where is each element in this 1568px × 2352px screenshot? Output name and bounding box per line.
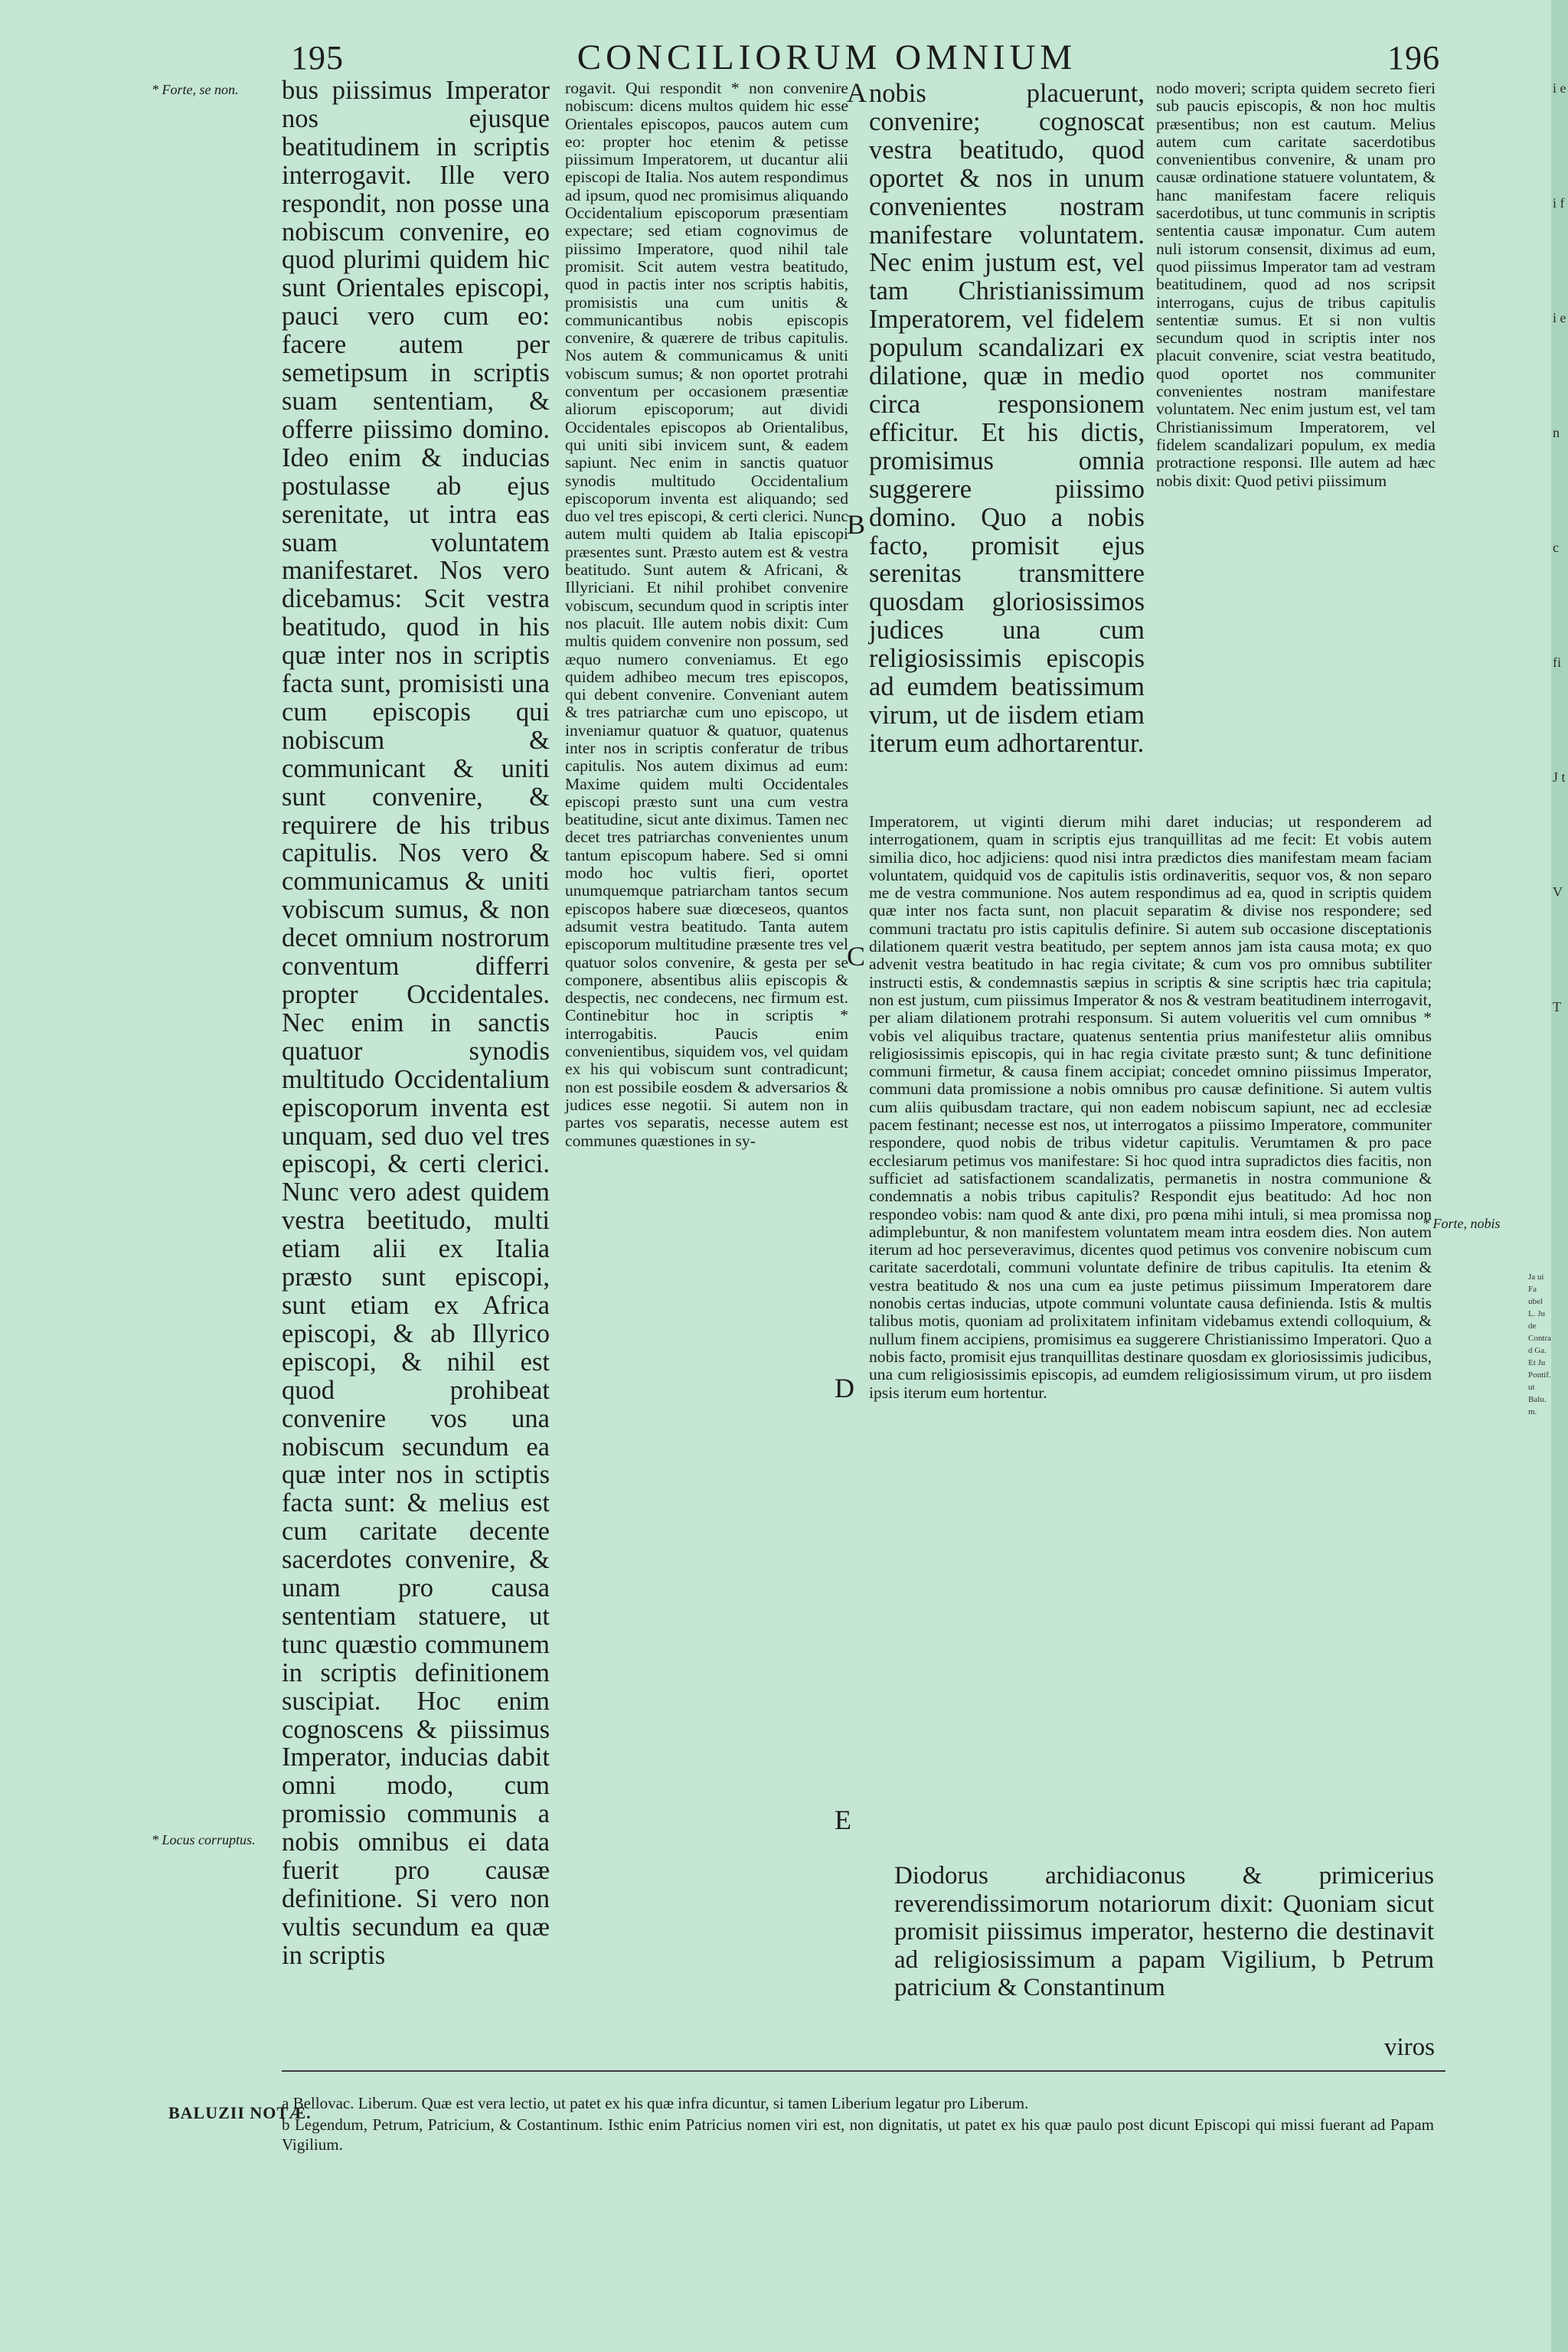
section-letter-d: D [835, 1373, 854, 1403]
margin-note-forte-nobis: * Forte, nobis [1423, 1216, 1501, 1231]
facing-page-edge [1551, 0, 1568, 2352]
page-number-left: 195 [291, 39, 344, 77]
catchword: viros [1384, 2034, 1435, 2061]
section-letter-c: C [847, 941, 866, 972]
footnote-b: b Legendum, Petrum, Patricium, & Costantinum. Isthic enim Patricius nomen viri est, non dignitatis, ut patet ex his quæ paulo post dicunt Episcopi qui missi fuerant ad Papam Vigilium. [282, 2115, 1434, 2154]
inner-margin-fragment: Ja ui Fa ubel L. Ju de Contra d Ga. Et Ju Pontif. ut Balu. m. [1528, 1272, 1551, 1416]
footnote-a: a Bellovac. Liberum. Quæ est vera lectio, ut patet ex his quæ infra dicuntur, si tamen Liberium legatur pro Liberum. [282, 2094, 1029, 2112]
footnote-rule [282, 2070, 1446, 2072]
column-greek-version-right: nobis placuerunt, convenire; cognoscat vestra beatitudo, quod oportet & nos in unum convenientes nostram manifestare voluntatem. Nec enim justum est, vel tam Christianissimum Imperatorem, vel fidelem populum scandalizari ex dilatione, quæ in medio circa responsionem efficitur. Et his dictis, promisimus omnia suggerere piissimo domino. Quo a nobis facto, promisit ejus serenitas transmittere quosdam gloriosissimos judices una cum religiosissimis episcopis ad eumdem beatissimum virum, ut de iisdem etiam iterum eum adhortarentur. [869, 79, 1145, 758]
margin-note-locus-corruptus: * Locus corruptus. [152, 1832, 256, 1847]
column-greek-version-left: bus piissimus Imperator nos ejusque beatitudinem in scriptis interrogavit. Ille vero respondit, non posse una nobiscum convenire, eo quod plurimi quidem hic sunt Orientales episcopi, pauci vero cum eo: facere autem per semetipsum in scriptis suam sententiam, & offerre piissimo domino. Ideo enim & inducias postulasse ab ejus serenitate, ut intra eas suam voluntatem manifestaret. Nos vero dicebamus: Scit vestra beatitudo, quod in his quæ inter nos in scriptis facta sunt, promisisti una cum episcopis qui nobiscum & communicant & uniti sunt convenire, & requirere de his tribus capitulis. Nos vero & communicamus & uniti vobiscum sumus, & non decet omnium nostrorum conventum differri propter Occidentales. Nec enim in sanctis quatuor synodis multitudo Occidentalium episcoporum inventa est unquam, sed duo vel tres episcopi, & certi clerici. Nunc vero adest quidem vestra beetitudo, multi etiam alii ex Italia præsto sunt episcopi, sunt etiam ex Africa episcopi, & ab Illyrico episcopi, & nihil est quod prohibeat convenire vos una nobiscum secundum ea quæ inter nos in sctiptis facta sunt: & melius est cum caritate decente sacerdotes convenire, & unam pro causa sententiam statuere, ut tunc quæstio communem in scriptis definitionem suscipiat. Hoc enim cognoscens & piissimus Imperator, inducias dabit omni modo, cum promissio communis a nobis omnibus ei data fuerit pro causæ definitione. Si vero non vultis secundum ea quæ in scriptis [282, 76, 550, 1970]
facing-page-fragment: i e i fi e n c fi J t V T [1553, 80, 1566, 1014]
running-title: CONCILIORUM OMNIUM [577, 38, 1077, 77]
notes-label: BALUZII NOTÆ. [168, 2103, 312, 2122]
page-number-right: 196 [1387, 39, 1440, 77]
column-latin-version-right: nodo moveri; scripta quidem secreto fieri sub paucis episcopis, & non hoc multis præsentibus; non est cautum. Melius autem cum caritate sacerdotibus convenientibus convenire, & unam pro causæ ordinatione statuere voluntatem, & hanc manifestam facere reliquis sacerdotibus, ut tunc communis in scriptis sententia causæ imponatur. Cum autem nuli istorum consensit, diximus ad eum, quod piissimus Imperator tam ad vestram beatitudinem, quod ad nos scripsit interrogans, cujus de tribus capitulis sententiæ sumus. Et si non vultis secundum quod in scriptis inter nos placuit convenire, sciat vestra beatitudo, quod oportet nos communiter convenientes nostram manifestare voluntatem. Nec enim justum est, vel tam Christianissimum Imperatorem, vel fidelem scandalizari populum, ex media protractione responsi. Ille autem ad hæc nobis dixit: Quod petivi piissimum [1156, 79, 1436, 490]
section-letter-b: B [847, 509, 866, 540]
margin-note-forte-se-non: * Forte, se non. [152, 82, 239, 97]
section-letter-a: A [847, 77, 867, 108]
paragraph-diodorus: Diodorus archidiaconus & primicerius reverendissimorum notariorum dixit: Quoniam sicut promisit piissimus imperator, hesterno die destinavit ad religiosissimum a papam Vigilium, b Petrum patricium & Constantinum [894, 1862, 1434, 2001]
paragraph-latin-wide: Imperatorem, ut viginti dierum mihi daret inducias; ut responderem ad interrogationem, quam in scriptis ejus tranquillitas ad me fecit: Et vobis autem similia dico, hoc adjiciens: quod nisi intra prædictos dies manifestam meam faciam voluntatem, quidquid vos de capitulis istis ordinaveritis, sequor vos, & non separo me de vestra communione. Nos autem respondimus ad ea, quod in scriptis quidem quæ inter nos facta sunt, non placuit separatim & divise nos respondere; sed communi tractatu pro istis capitulis definire. Si autem sub occasione disceptationis dilationem quærit vestra beatitudo, per septem annos jam ista causa mota; ex quo advenit vestra beatitudo in hac regia civitate; & cum vos pro omnibus subtiliter instructi estis, & condemnastis sæpius in scriptis & sine scriptis hæc tria capitula; non est justum, cum piissimus Imperator & nos & vestram beatitudinem interrogavit, per aliam dilationem protrahi responsum. Si autem volueritis vel cum omnibus * vobis vel aliquibus tractare, quatenus sententia prius manifestetur aliis omnibus religiosissimis episcopis, qui in hac regia civitate præsto sunt; & tunc definitione communi firmetur, & causa finem accipiat; concedet omnino piissimus Imperator, communi data promissione a nobis omnibus pro causæ definitione. Si autem vultis cum aliis quibusdam tractare, qui non eadem nobiscum sapiunt, nec ad ecclesiæ pacem festinant; necesse est nos, ut interrogatos a piissimo Imperatore, communiter respondere, quod nobis de tribus videtur capitulis. Verumtamen & pro pace ecclesiarum petimus vos manifestare: Si hoc quod intra supradictos dies facitis, non sufficiet ad satisfactionem scandalizatis, permanetis in nostra communione & condemnatis a nobis tribus capitulis? Respondit ejus beatitudo: Ad hoc non respondeo vobis: nam quod & ante dixi, pro pœna mihi intuli, si mea promissa non adimplebuntur, & non manifestem voluntatem meam intra eosdem dies. Non autem iterum ad hoc perseveravimus, dicentes quod petimus vos convenire nobiscum cum caritate sacerdotali, communi voluntate definire de tribus capitulis. Ita etenim & vestra beatitudo & nos una cum ea juste petimus piissimum Imperatorem dare nonobis certas inducias, utpote communi voluntate causa definienda. Istis & multis talibus motis, quoniam ad prolixitatem infinitam videbamus extendi colloquium, & nullum finem accipiens, promisimus ea suggerere Christianissimo Imperatori. Quo a nobis facto, promisit ejus tranquillitas destinare quosdam ex gloriosissimis judicibus, una cum religiosissimis episcopis, ad eumdem religiosissimum virum, ut pro iisdem ipsis iterum eum hortentur. [869, 812, 1432, 1402]
column-latin-version-left: rogavit. Qui respondit * non convenire nobiscum: dicens multos quidem hic esse Orientales episcopos, paucos autem cum eo: propter hoc etenim & petisse piissimum Imperatorem, ut ducantur alii episcopi de Italia. Nos autem respondimus ad ipsum, quod nec promisimus aliquando Occidentalium episcoporum præsentiam expectare; sed etiam cognovimus de piissimo Imperatore, quod nihil tale promisit. Scit autem vestra beatitudo, quod in pactis inter nos scriptis habitis, promisistis una cum unitis & communicantibus nobis episcopis convenire, & quærere de tribus capitulis. Nos autem & communicamus & uniti vobiscum sumus; & non oportet protrahi conventum per occasionem præsentiæ aliorum episcoporum; aut dividi Occidentales episcopos ab Orientalibus, qui uniti sibi invicem sunt, & eadem sapiunt. Nec enim in sanctis quatuor synodis multitudo Occidentalium episcoporum inventa est aliquando; sed duo vel tres episcopi, & certi clerici. Nunc autem multi quidem ab Italia episcopi præsentes sunt. Præsto autem est & vestra beatitudo. Sunt autem & Africani, & Illyriciani. Et nihil prohibet convenire vobiscum, secundum quod in scriptis inter nos placuit. Ille autem nobis dixit: Cum multis quidem convenire non possum, sed æquo numero conveniamus. Et ego quidem adhibeo mecum tres episcopos, qui debent convenire. Conveniant autem & tres patriarchæ cum uno episcopo, ut inveniamur quatuor & quatuor, quatenus inter nos in scriptis conferatur de tribus capitulis. Nos autem diximus ad eum: Maxime quidem multi Occidentales episcopi præsto sunt una cum vestra beatitudine, sicut ante diximus. Tamen nec decet tres patriarchas convenientes unum tantum episcopum habere. Sed si omni modo hoc vultis fieri, oportet unumquemque patriarcham tantos secum episcopos habere suæ diœceseos, quantos adsumit vestra beatitudo. Tanta autem episcoporum multitudine præsente tres vel quatuor solos convenire, & gesta per se componere, absentibus aliis episcopis & despectis, nec condecens, nec firmum est. Continebitur hoc in scriptis * interrogabitis. Paucis enim convenientibus, siquidem vos, vel quidam ex his qui vobiscum sunt contradicunt; non est possibile eosdem & adversarios & judices esse negotii. Si autem non in partes vos separatis, necesse autem est communes quæstiones in sy- [565, 79, 848, 1150]
section-letter-e: E [835, 1805, 851, 1835]
